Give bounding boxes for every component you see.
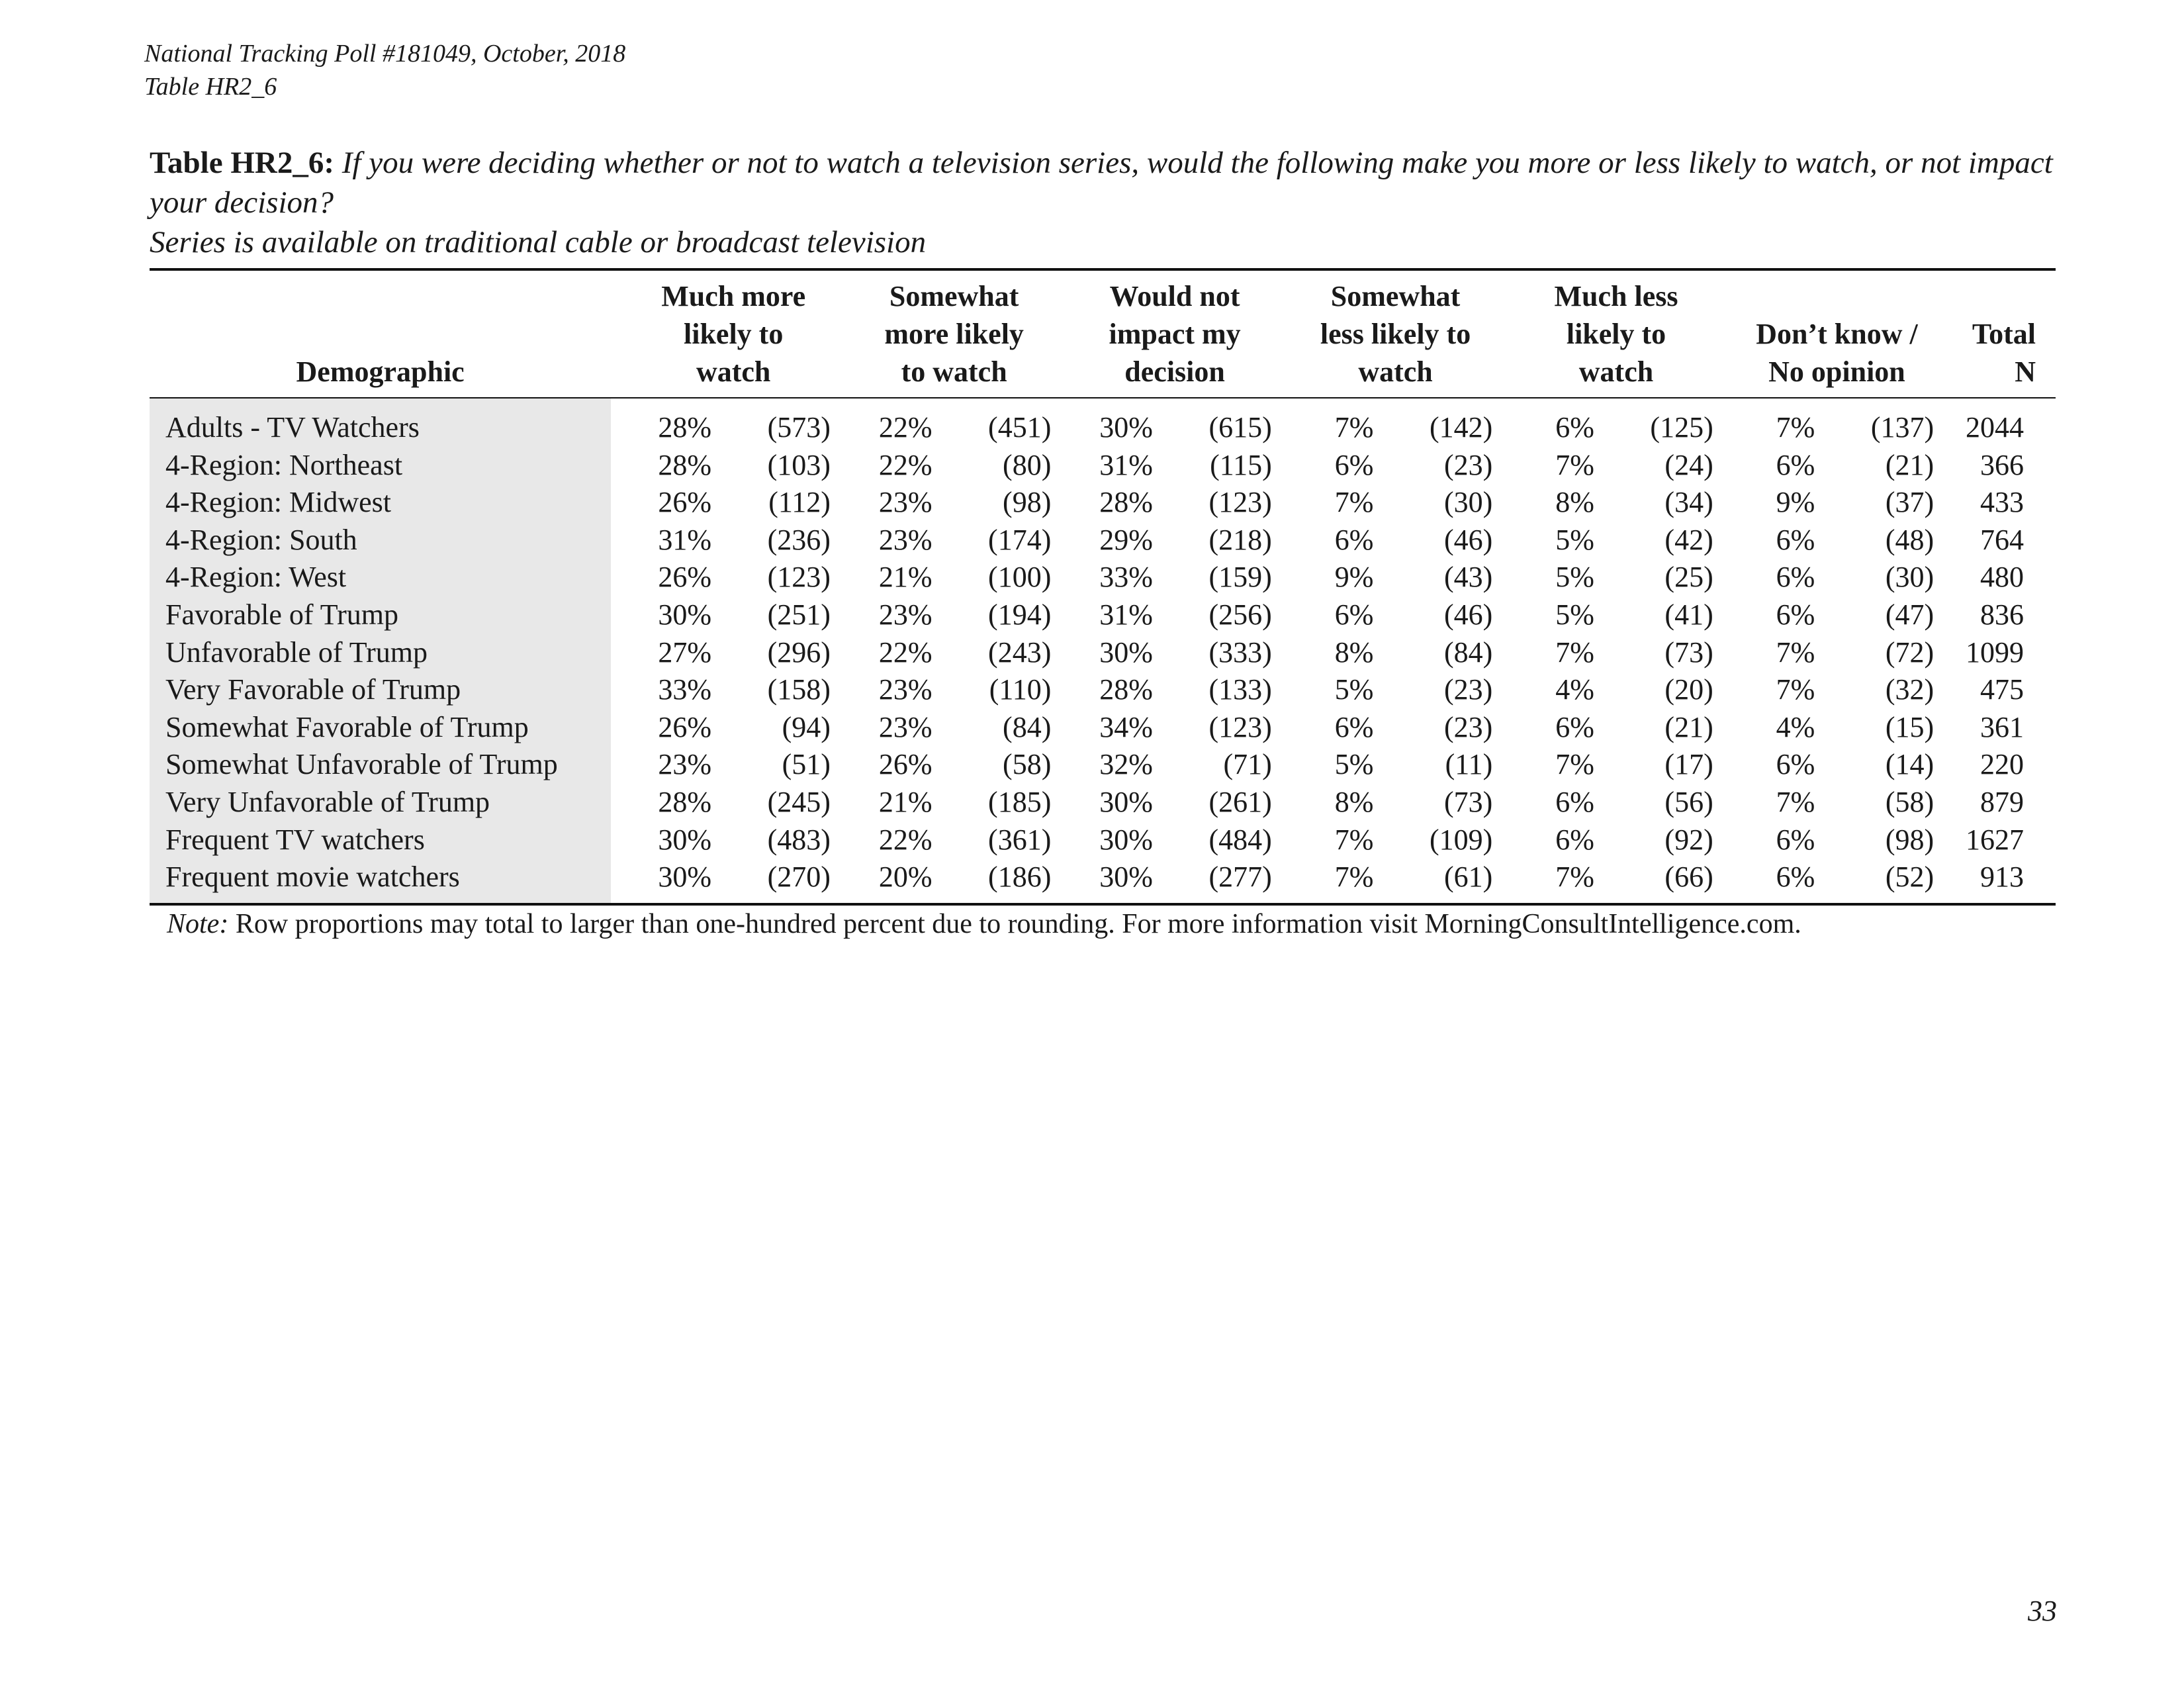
cell-percent: 7% [1555, 635, 1594, 669]
cell-count: (137) [1870, 411, 1934, 444]
cell-count: (142) [1429, 411, 1493, 444]
cell-percent: 7% [1555, 448, 1594, 481]
page-number: 33 [2028, 1595, 2057, 1627]
table-row [150, 821, 2056, 859]
cell-percent: 6% [1776, 823, 1815, 856]
cell-percent: 6% [1555, 710, 1594, 743]
cell-percent: 33% [658, 673, 712, 706]
cell-count: (30) [1443, 486, 1493, 519]
cell-count: (296) [767, 635, 831, 669]
cell-percent: 8% [1555, 486, 1594, 519]
row-label: Somewhat Favorable of Trump [150, 709, 611, 747]
cell-count: (194) [988, 598, 1052, 631]
cell-count: (34) [1664, 486, 1713, 519]
table-row [150, 447, 2056, 485]
cell-count: (47) [1885, 598, 1934, 631]
table-row [150, 784, 2056, 821]
cell-count: (158) [767, 673, 831, 706]
row-label: Very Favorable of Trump [150, 671, 611, 709]
cell-count: (333) [1208, 635, 1272, 669]
cell-percent: 4% [1555, 673, 1594, 706]
cell-percent: 22% [878, 823, 933, 856]
cell-total: 361 [1980, 710, 2024, 743]
table-row [150, 398, 2056, 447]
caption-subtitle: Series is available on traditional cable or broadcast television [150, 225, 927, 259]
row-gap [611, 484, 623, 522]
row-gap [611, 671, 623, 709]
cell-percent: 28% [1099, 673, 1153, 706]
cell-percent: 23% [878, 710, 933, 743]
cell-percent: 6% [1776, 748, 1815, 781]
row-gap [611, 746, 623, 784]
cell-count: (251) [767, 598, 831, 631]
cell-count: (61) [1443, 861, 1493, 894]
cell-percent: 30% [1099, 861, 1153, 894]
cell-percent: 5% [1555, 561, 1594, 594]
cell-count: (37) [1885, 486, 1934, 519]
row-gap [611, 709, 623, 747]
header-row [150, 269, 2056, 398]
cell-percent: 7% [1334, 486, 1374, 519]
cell-count: (21) [1885, 448, 1934, 481]
cell-count: (109) [1429, 823, 1493, 856]
cell-count: (58) [1003, 748, 1052, 781]
cell-percent: 5% [1334, 673, 1374, 706]
table-id: Table HR2_6 [144, 73, 277, 101]
cell-count: (71) [1223, 748, 1272, 781]
cell-percent: 21% [878, 561, 933, 594]
cell-percent: 8% [1334, 635, 1374, 669]
cell-count: (277) [1208, 861, 1272, 894]
cell-percent: 29% [1099, 523, 1153, 556]
cell-percent: 7% [1555, 861, 1594, 894]
table-row [150, 522, 2056, 559]
cell-total: 366 [1980, 448, 2024, 481]
cell-percent: 28% [658, 448, 712, 481]
cell-percent: 7% [1555, 748, 1594, 781]
table-row [150, 484, 2056, 522]
row-gap [611, 821, 623, 859]
cell-percent: 30% [1099, 785, 1153, 818]
caption-label: Table HR2_6: [150, 146, 334, 180]
cell-total: 220 [1980, 748, 2024, 781]
cell-count: (483) [767, 823, 831, 856]
cell-count: (92) [1664, 823, 1713, 856]
poll-title: National Tracking Poll #181049, October, 2018 [144, 40, 626, 68]
row-label: Adults - TV Watchers [150, 398, 611, 447]
cell-percent: 30% [658, 598, 712, 631]
cell-percent: 22% [878, 635, 933, 669]
row-label: Favorable of Trump [150, 596, 611, 634]
cell-count: (73) [1664, 635, 1713, 669]
row-gap [611, 398, 623, 447]
cell-count: (56) [1664, 785, 1713, 818]
cell-percent: 31% [1099, 598, 1153, 631]
cell-percent: 5% [1555, 598, 1594, 631]
cell-count: (43) [1443, 561, 1493, 594]
cell-percent: 7% [1776, 673, 1815, 706]
cell-percent: 4% [1776, 710, 1815, 743]
cell-percent: 7% [1776, 411, 1815, 444]
row-label: Very Unfavorable of Trump [150, 784, 611, 821]
cell-percent: 23% [878, 486, 933, 519]
cell-count: (123) [1208, 710, 1272, 743]
cell-count: (159) [1208, 561, 1272, 594]
cell-count: (270) [767, 861, 831, 894]
row-label: Frequent movie watchers [150, 859, 611, 904]
cell-count: (73) [1443, 785, 1493, 818]
row-gap [611, 447, 623, 485]
cell-percent: 5% [1555, 523, 1594, 556]
cell-percent: 6% [1776, 561, 1815, 594]
cell-count: (51) [782, 748, 831, 781]
cell-percent: 33% [1099, 561, 1153, 594]
cell-percent: 6% [1555, 411, 1594, 444]
cell-count: (30) [1885, 561, 1934, 594]
col-much-less-likely: Much less likely to watch [1506, 269, 1726, 398]
cell-count: (41) [1664, 598, 1713, 631]
cell-count: (261) [1208, 785, 1272, 818]
cell-percent: 30% [1099, 823, 1153, 856]
running-header [144, 37, 625, 103]
cell-percent: 6% [1334, 710, 1374, 743]
cell-percent: 5% [1334, 748, 1374, 781]
row-gap [611, 634, 623, 672]
cell-total: 913 [1980, 861, 2024, 894]
table-row [150, 671, 2056, 709]
cell-percent: 6% [1776, 523, 1815, 556]
cell-count: (66) [1664, 861, 1713, 894]
row-gap [611, 784, 623, 821]
cell-percent: 20% [878, 861, 933, 894]
cell-count: (361) [988, 823, 1052, 856]
cell-count: (236) [767, 523, 831, 556]
cell-percent: 22% [878, 411, 933, 444]
cell-percent: 21% [878, 785, 933, 818]
cell-percent: 22% [878, 448, 933, 481]
cell-count: (25) [1664, 561, 1713, 594]
col-much-more-likely: Much more likely to watch [623, 269, 843, 398]
table-body [150, 398, 2056, 904]
cell-percent: 23% [658, 748, 712, 781]
cell-count: (17) [1664, 748, 1713, 781]
cell-percent: 30% [658, 823, 712, 856]
cell-count: (14) [1885, 748, 1934, 781]
cell-count: (23) [1443, 673, 1493, 706]
row-label: 4-Region: West [150, 559, 611, 596]
table-row [150, 709, 2056, 747]
row-label: 4-Region: South [150, 522, 611, 559]
row-gap [611, 596, 623, 634]
row-label: 4-Region: Northeast [150, 447, 611, 485]
cell-count: (115) [1210, 448, 1272, 481]
cell-percent: 31% [658, 523, 712, 556]
row-gap [611, 522, 623, 559]
cell-percent: 7% [1776, 635, 1815, 669]
cell-count: (23) [1443, 448, 1493, 481]
cell-count: (98) [1003, 486, 1052, 519]
cell-total: 1099 [1966, 635, 2024, 669]
cell-count: (94) [782, 710, 831, 743]
cell-count: (123) [767, 561, 831, 594]
cell-percent: 23% [878, 523, 933, 556]
cell-count: (100) [988, 561, 1052, 594]
cell-total: 879 [1980, 785, 2024, 818]
cell-count: (103) [767, 448, 831, 481]
cell-count: (484) [1208, 823, 1272, 856]
cell-percent: 28% [658, 785, 712, 818]
table-row [150, 859, 2056, 904]
cell-count: (185) [988, 785, 1052, 818]
cell-percent: 23% [878, 598, 933, 631]
cell-percent: 30% [1099, 635, 1153, 669]
row-gap [611, 559, 623, 596]
cell-count: (48) [1885, 523, 1934, 556]
cell-percent: 26% [658, 561, 712, 594]
row-label: 4-Region: Midwest [150, 484, 611, 522]
cell-percent: 7% [1776, 785, 1815, 818]
cell-percent: 26% [878, 748, 933, 781]
cell-count: (98) [1885, 823, 1934, 856]
table-row [150, 746, 2056, 784]
cell-count: (133) [1208, 673, 1272, 706]
cell-percent: 9% [1776, 486, 1815, 519]
cell-count: (84) [1443, 635, 1493, 669]
cell-count: (110) [989, 673, 1052, 706]
cell-count: (58) [1885, 785, 1934, 818]
col-dont-know: Don’t know / No opinion [1727, 269, 1947, 398]
cell-percent: 32% [1099, 748, 1153, 781]
cell-percent: 7% [1334, 861, 1374, 894]
cell-count: (112) [768, 486, 831, 519]
cell-count: (245) [767, 785, 831, 818]
cell-percent: 6% [1776, 448, 1815, 481]
cell-total: 480 [1980, 561, 2024, 594]
cell-count: (46) [1443, 523, 1493, 556]
cell-percent: 8% [1334, 785, 1374, 818]
note-label: Note: [167, 909, 229, 939]
table-caption [150, 143, 2056, 262]
cell-percent: 28% [658, 411, 712, 444]
cell-percent: 6% [1555, 785, 1594, 818]
cell-percent: 6% [1334, 523, 1374, 556]
cell-count: (52) [1885, 861, 1934, 894]
cell-count: (11) [1445, 748, 1493, 781]
cell-count: (15) [1885, 710, 1934, 743]
col-demographic: Demographic [150, 269, 611, 398]
cell-percent: 9% [1334, 561, 1374, 594]
cell-percent: 6% [1776, 598, 1815, 631]
cell-count: (615) [1208, 411, 1272, 444]
cell-count: (84) [1003, 710, 1052, 743]
cell-count: (21) [1664, 710, 1713, 743]
cell-count: (24) [1664, 448, 1713, 481]
cell-percent: 6% [1334, 598, 1374, 631]
cell-count: (72) [1885, 635, 1934, 669]
cell-total: 2044 [1966, 411, 2024, 444]
cell-count: (123) [1208, 486, 1272, 519]
cell-count: (186) [988, 861, 1052, 894]
cell-percent: 27% [658, 635, 712, 669]
table-row [150, 559, 2056, 596]
col-somewhat-more-likely: Somewhat more likely to watch [844, 269, 1064, 398]
cell-count: (125) [1650, 411, 1713, 444]
cell-percent: 7% [1334, 823, 1374, 856]
results-table [150, 268, 2056, 906]
note-text: Row proportions may total to larger than one-hundred percent due to rounding. For more information visit MorningConsultIntelligence.com. [235, 909, 1801, 939]
cell-count: (46) [1443, 598, 1493, 631]
table-row [150, 596, 2056, 634]
row-label: Somewhat Unfavorable of Trump [150, 746, 611, 784]
caption-question: If you were deciding whether or not to watch a television series, would the following make you more or less likely to watch, or not impact your decision? [150, 146, 2053, 220]
cell-percent: 34% [1099, 710, 1153, 743]
cell-count: (42) [1664, 523, 1713, 556]
cell-total: 1627 [1966, 823, 2024, 856]
cell-count: (573) [767, 411, 831, 444]
cell-percent: 30% [1099, 411, 1153, 444]
cell-percent: 7% [1334, 411, 1374, 444]
cell-total: 764 [1980, 523, 2024, 556]
cell-count: (32) [1885, 673, 1934, 706]
cell-percent: 23% [878, 673, 933, 706]
cell-count: (218) [1208, 523, 1272, 556]
cell-percent: 26% [658, 710, 712, 743]
col-would-not-impact: Would not impact my decision [1064, 269, 1285, 398]
cell-count: (174) [988, 523, 1052, 556]
cell-total: 433 [1980, 486, 2024, 519]
cell-count: (23) [1443, 710, 1493, 743]
cell-count: (243) [988, 635, 1052, 669]
col-total-n: Total N [1947, 269, 2056, 398]
table-note [167, 906, 1801, 943]
cell-count: (20) [1664, 673, 1713, 706]
cell-count: (451) [988, 411, 1052, 444]
cell-percent: 6% [1776, 861, 1815, 894]
cell-percent: 28% [1099, 486, 1153, 519]
row-label: Unfavorable of Trump [150, 634, 611, 672]
row-label: Frequent TV watchers [150, 821, 611, 859]
cell-total: 836 [1980, 598, 2024, 631]
cell-percent: 6% [1555, 823, 1594, 856]
table-row [150, 634, 2056, 672]
col-somewhat-less-likely: Somewhat less likely to watch [1285, 269, 1506, 398]
cell-count: (80) [1003, 448, 1052, 481]
cell-percent: 30% [658, 861, 712, 894]
cell-percent: 31% [1099, 448, 1153, 481]
cell-count: (256) [1208, 598, 1272, 631]
cell-percent: 6% [1334, 448, 1374, 481]
cell-percent: 26% [658, 486, 712, 519]
cell-total: 475 [1980, 673, 2024, 706]
row-gap [611, 859, 623, 904]
